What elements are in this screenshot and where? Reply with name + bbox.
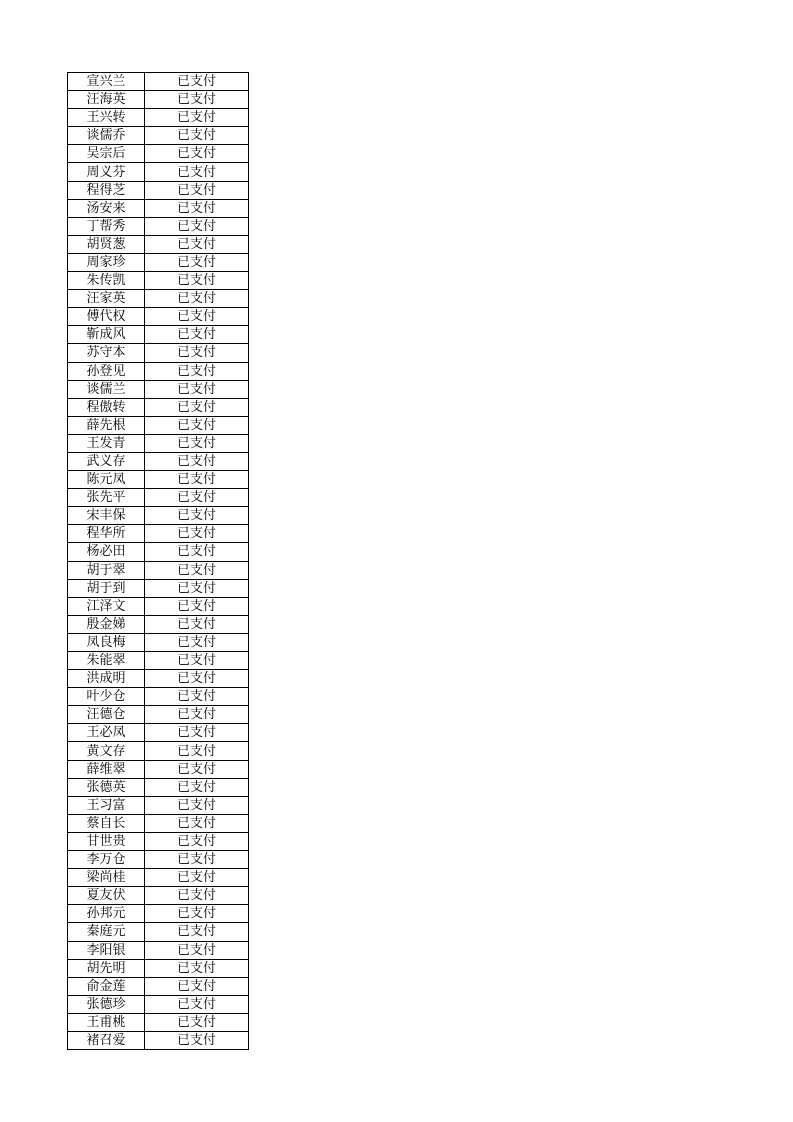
- payment-status-cell[interactable]: 已支付: [145, 489, 249, 507]
- payment-status-cell[interactable]: 已支付: [145, 199, 249, 217]
- payment-status-cell[interactable]: 已支付: [145, 633, 249, 651]
- name-cell[interactable]: 杨必田: [68, 543, 145, 561]
- payment-status-cell[interactable]: 已支付: [145, 941, 249, 959]
- name-cell[interactable]: 程华所: [68, 525, 145, 543]
- payment-status-cell[interactable]: 已支付: [145, 127, 249, 145]
- table-row: [68, 597, 249, 615]
- payment-status-cell[interactable]: 已支付: [145, 1031, 249, 1049]
- name-cell[interactable]: 苏守本: [68, 344, 145, 362]
- payment-status-cell[interactable]: 已支付: [145, 796, 249, 814]
- name-cell[interactable]: 梁尚桂: [68, 869, 145, 887]
- payment-status-cell[interactable]: 已支付: [145, 290, 249, 308]
- name-cell[interactable]: 洪成明: [68, 670, 145, 688]
- name-cell[interactable]: 秦庭元: [68, 923, 145, 941]
- payment-status-cell[interactable]: 已支付: [145, 73, 249, 91]
- name-cell[interactable]: 孙邦元: [68, 905, 145, 923]
- table-row: [68, 471, 249, 489]
- name-cell[interactable]: 张德英: [68, 778, 145, 796]
- table-row: [68, 416, 249, 434]
- payment-status-cell[interactable]: 已支付: [145, 543, 249, 561]
- name-cell[interactable]: 谈儒乔: [68, 127, 145, 145]
- name-cell[interactable]: 凤良梅: [68, 633, 145, 651]
- payment-status-cell[interactable]: 已支付: [145, 380, 249, 398]
- table-row: [68, 434, 249, 452]
- table-row: [68, 326, 249, 344]
- name-cell[interactable]: 薛先根: [68, 416, 145, 434]
- table-row: [68, 290, 249, 308]
- table-row: [68, 525, 249, 543]
- table-row: [68, 615, 249, 633]
- table-row: [68, 688, 249, 706]
- payment-status-cell[interactable]: 已支付: [145, 597, 249, 615]
- name-cell[interactable]: 张先平: [68, 489, 145, 507]
- table-row: [68, 543, 249, 561]
- payment-status-cell[interactable]: 已支付: [145, 253, 249, 271]
- name-cell[interactable]: 胡贤葱: [68, 235, 145, 253]
- table-row: [68, 941, 249, 959]
- table-row: [68, 633, 249, 651]
- payment-status-cell[interactable]: 已支付: [145, 217, 249, 235]
- name-cell[interactable]: 王必凤: [68, 724, 145, 742]
- name-cell[interactable]: 周义芬: [68, 163, 145, 181]
- table-row: [68, 272, 249, 290]
- payment-status-cell[interactable]: 已支付: [145, 398, 249, 416]
- table-row: [68, 163, 249, 181]
- name-cell[interactable]: 李万仓: [68, 851, 145, 869]
- payment-status-cell[interactable]: 已支付: [145, 181, 249, 199]
- name-cell[interactable]: 胡先明: [68, 959, 145, 977]
- table-row: [68, 742, 249, 760]
- payment-status-table: [67, 72, 249, 1050]
- payment-status-cell[interactable]: 已支付: [145, 561, 249, 579]
- name-cell[interactable]: 程得芝: [68, 181, 145, 199]
- payment-status-cell[interactable]: 已支付: [145, 905, 249, 923]
- name-cell[interactable]: 陈元凤: [68, 471, 145, 489]
- table-row: [68, 362, 249, 380]
- payment-status-cell[interactable]: 已支付: [145, 832, 249, 850]
- payment-status-cell[interactable]: 已支付: [145, 452, 249, 470]
- name-cell[interactable]: 胡于翠: [68, 561, 145, 579]
- payment-status-cell[interactable]: 已支付: [145, 434, 249, 452]
- table-row: [68, 1013, 249, 1031]
- payment-status-cell[interactable]: 已支付: [145, 362, 249, 380]
- name-cell[interactable]: 甘世贵: [68, 832, 145, 850]
- name-cell[interactable]: 孙登见: [68, 362, 145, 380]
- table-row: [68, 344, 249, 362]
- payment-status-cell[interactable]: 已支付: [145, 1013, 249, 1031]
- payment-status-cell[interactable]: 已支付: [145, 308, 249, 326]
- name-cell[interactable]: 宣兴兰: [68, 73, 145, 91]
- table-row: [68, 308, 249, 326]
- name-cell[interactable]: 王习富: [68, 796, 145, 814]
- name-cell[interactable]: 王甫桃: [68, 1013, 145, 1031]
- name-cell[interactable]: 王发青: [68, 434, 145, 452]
- table-row: [68, 253, 249, 271]
- name-cell[interactable]: 谈儒兰: [68, 380, 145, 398]
- name-cell[interactable]: 薛维翠: [68, 760, 145, 778]
- payment-status-cell[interactable]: 已支付: [145, 887, 249, 905]
- name-cell[interactable]: 胡于到: [68, 579, 145, 597]
- name-cell[interactable]: 俞金莲: [68, 977, 145, 995]
- payment-status-cell[interactable]: 已支付: [145, 91, 249, 109]
- payment-status-cell[interactable]: 已支付: [145, 851, 249, 869]
- payment-status-cell[interactable]: 已支付: [145, 471, 249, 489]
- name-cell[interactable]: 傅代权: [68, 308, 145, 326]
- table-row: [68, 73, 249, 91]
- name-cell[interactable]: 朱能翠: [68, 652, 145, 670]
- name-cell[interactable]: 汪德仓: [68, 706, 145, 724]
- payment-status-cell[interactable]: 已支付: [145, 814, 249, 832]
- table-row: [68, 724, 249, 742]
- name-cell[interactable]: 蔡自长: [68, 814, 145, 832]
- payment-status-cell[interactable]: 已支付: [145, 724, 249, 742]
- payment-status-cell[interactable]: 已支付: [145, 706, 249, 724]
- table-row: [68, 887, 249, 905]
- table-row: [68, 760, 249, 778]
- payment-status-cell[interactable]: 已支付: [145, 652, 249, 670]
- table-row: [68, 579, 249, 597]
- table-row: [68, 851, 249, 869]
- payment-status-cell[interactable]: 已支付: [145, 163, 249, 181]
- table-row: [68, 796, 249, 814]
- name-cell[interactable]: 汪家英: [68, 290, 145, 308]
- name-cell[interactable]: 周家珍: [68, 253, 145, 271]
- table-row: [68, 380, 249, 398]
- table-row: [68, 778, 249, 796]
- table-row: [68, 398, 249, 416]
- table-row: [68, 959, 249, 977]
- payment-status-cell[interactable]: 已支付: [145, 778, 249, 796]
- table-row: [68, 199, 249, 217]
- name-cell[interactable]: 黄文存: [68, 742, 145, 760]
- table-row: [68, 561, 249, 579]
- name-cell[interactable]: 殷金娣: [68, 615, 145, 633]
- table-row: [68, 127, 249, 145]
- name-cell[interactable]: 丁帮秀: [68, 217, 145, 235]
- name-cell[interactable]: 吴宗后: [68, 145, 145, 163]
- payment-status-cell[interactable]: 已支付: [145, 742, 249, 760]
- table-row: [68, 1031, 249, 1049]
- payment-status-cell[interactable]: 已支付: [145, 615, 249, 633]
- table-row: [68, 235, 249, 253]
- name-cell[interactable]: 程傲转: [68, 398, 145, 416]
- payment-status-cell[interactable]: 已支付: [145, 579, 249, 597]
- table-row: [68, 670, 249, 688]
- payment-status-cell[interactable]: 已支付: [145, 109, 249, 127]
- table-row: [68, 832, 249, 850]
- name-cell[interactable]: 李阳银: [68, 941, 145, 959]
- name-cell[interactable]: 王兴转: [68, 109, 145, 127]
- payment-status-cell[interactable]: 已支付: [145, 145, 249, 163]
- table-row: [68, 91, 249, 109]
- table-row: [68, 507, 249, 525]
- table-row: [68, 869, 249, 887]
- table-row: [68, 181, 249, 199]
- table-row: [68, 814, 249, 832]
- name-cell[interactable]: 宋丰保: [68, 507, 145, 525]
- table-row: [68, 217, 249, 235]
- name-cell[interactable]: 汪海英: [68, 91, 145, 109]
- payment-status-cell[interactable]: 已支付: [145, 688, 249, 706]
- name-cell[interactable]: 叶少仓: [68, 688, 145, 706]
- payment-status-cell[interactable]: 已支付: [145, 416, 249, 434]
- payment-status-cell[interactable]: 已支付: [145, 760, 249, 778]
- name-cell[interactable]: 江泽文: [68, 597, 145, 615]
- name-cell[interactable]: 武义存: [68, 452, 145, 470]
- payment-status-cell[interactable]: 已支付: [145, 507, 249, 525]
- table-row: [68, 905, 249, 923]
- name-cell[interactable]: 靳成风: [68, 326, 145, 344]
- payment-status-cell[interactable]: 已支付: [145, 525, 249, 543]
- payment-status-cell[interactable]: 已支付: [145, 959, 249, 977]
- table-row: [68, 977, 249, 995]
- name-cell[interactable]: 汤安来: [68, 199, 145, 217]
- payment-status-cell[interactable]: 已支付: [145, 977, 249, 995]
- table-row: [68, 489, 249, 507]
- name-cell[interactable]: 褚召爱: [68, 1031, 145, 1049]
- table-row: [68, 452, 249, 470]
- payment-status-cell[interactable]: 已支付: [145, 995, 249, 1013]
- payment-status-cell[interactable]: 已支付: [145, 869, 249, 887]
- payment-status-cell[interactable]: 已支付: [145, 923, 249, 941]
- name-cell[interactable]: 夏友伏: [68, 887, 145, 905]
- table-row: [68, 923, 249, 941]
- payment-status-cell[interactable]: 已支付: [145, 344, 249, 362]
- table-row: [68, 706, 249, 724]
- payment-status-cell[interactable]: 已支付: [145, 670, 249, 688]
- name-cell[interactable]: 张德珍: [68, 995, 145, 1013]
- payment-status-cell[interactable]: 已支付: [145, 272, 249, 290]
- table-row: [68, 109, 249, 127]
- payment-status-cell[interactable]: 已支付: [145, 326, 249, 344]
- name-cell[interactable]: 朱传凯: [68, 272, 145, 290]
- table-body: [68, 73, 249, 1050]
- table-row: [68, 145, 249, 163]
- table-row: [68, 995, 249, 1013]
- table-row: [68, 652, 249, 670]
- payment-status-cell[interactable]: 已支付: [145, 235, 249, 253]
